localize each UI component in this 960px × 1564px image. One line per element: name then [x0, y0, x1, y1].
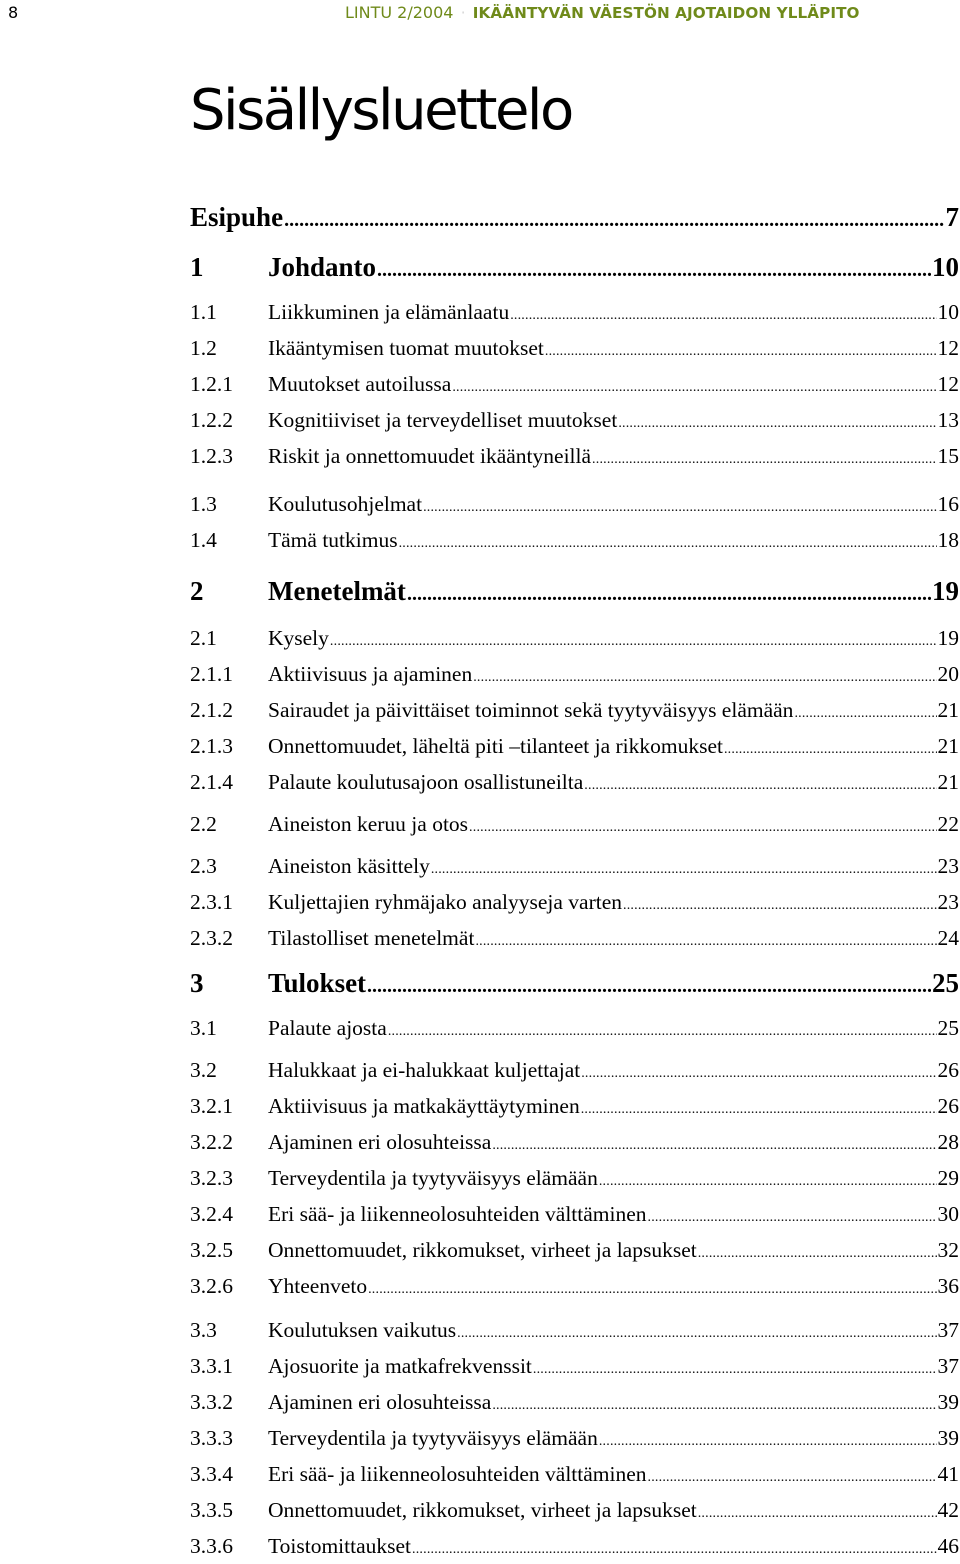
toc-entry-number: 1.2: [190, 336, 217, 360]
toc-entry-number: 3.2.5: [190, 1238, 233, 1262]
toc-entry-number: 3.2.1: [190, 1094, 233, 1118]
toc-entry-page: 26: [937, 1058, 959, 1082]
toc-entry-title: Yhteenveto: [268, 1274, 368, 1298]
dot-leader: [367, 975, 931, 998]
toc-entry[interactable]: [190, 890, 960, 920]
toc-entry-title: Koulutuksen vaikutus: [268, 1318, 457, 1342]
dot-leader: [510, 308, 936, 324]
toc-entry-number: 2.1.3: [190, 734, 233, 758]
toc-entry-number: 2.2: [190, 812, 217, 836]
dot-leader: [368, 1282, 936, 1298]
running-header: [0, 0, 960, 36]
toc-entry-number: 3.3.2: [190, 1390, 233, 1414]
dot-leader: [412, 1542, 936, 1558]
toc-entry-title: Menetelmät: [268, 576, 406, 606]
toc-entry-number: 1.2.1: [190, 372, 233, 396]
toc-entry[interactable]: [190, 1274, 960, 1304]
toc-entry-title: Ajaminen eri olosuhteissa: [268, 1390, 492, 1414]
toc-entry-title: Kysely: [268, 626, 329, 650]
toc-entry[interactable]: [190, 854, 960, 884]
toc-entry-number: 3.3.1: [190, 1354, 233, 1378]
toc-entry-page: 28: [937, 1130, 959, 1154]
toc-entry-title: Ajosuorite ja matkafrekvenssit: [268, 1354, 532, 1378]
toc-entry[interactable]: [190, 698, 960, 728]
toc-entry[interactable]: [190, 1498, 960, 1528]
dot-leader: [698, 1246, 937, 1262]
dot-leader: [618, 416, 936, 432]
dot-leader: [492, 1138, 936, 1154]
toc-entry[interactable]: [190, 1426, 960, 1456]
toc-entry-number: 2.3.2: [190, 926, 233, 950]
toc-entry-page: 25: [932, 968, 959, 998]
dot-leader: [469, 820, 936, 836]
toc-entry-page: 24: [937, 926, 959, 950]
dot-leader: [452, 380, 936, 396]
dot-leader: [581, 1066, 936, 1082]
toc-entry[interactable]: [190, 252, 960, 292]
toc-entry-page: 23: [937, 854, 959, 878]
dot-leader: [545, 344, 937, 360]
toc-entry-number: 2.3: [190, 854, 217, 878]
toc-entry-title: Onnettomuudet, läheltä piti –tilanteet ja rikkomukset: [268, 734, 723, 758]
toc-entry-page: 36: [937, 1274, 959, 1298]
dot-leader: [623, 898, 936, 914]
toc-entry-number: 3.3.4: [190, 1462, 233, 1486]
toc-entry-number: 2.1.4: [190, 770, 233, 794]
toc-entry-page: 21: [937, 734, 959, 758]
toc-entry-page: 25: [937, 1016, 959, 1040]
toc-entry-number: 2.1.1: [190, 662, 233, 686]
dot-leader: [388, 1024, 937, 1040]
toc-entry-title: Terveydentila ja tyytyväisyys elämään: [268, 1166, 598, 1190]
dot-leader: [698, 1506, 937, 1522]
dot-leader: [407, 583, 931, 606]
toc-entry-title: Eri sää- ja liikenneolosuhteiden välttäminen: [268, 1462, 647, 1486]
toc-entry-title: Halukkaat ja ei-halukkaat kuljettajat: [268, 1058, 581, 1082]
toc-entry-page: 19: [937, 626, 959, 650]
dot-leader: [648, 1470, 937, 1486]
running-title: [345, 3, 860, 22]
toc-entry-number: 3.2.6: [190, 1274, 233, 1298]
toc-entry-title: Johdanto: [268, 252, 377, 282]
dot-leader: [377, 259, 931, 282]
toc-entry[interactable]: [190, 202, 960, 242]
dot-leader: [599, 1174, 937, 1190]
toc-entry[interactable]: [190, 734, 960, 764]
toc-entry-title: Ikääntymisen tuomat muutokset: [268, 336, 544, 360]
toc-entry-title: Tilastolliset menetelmät: [268, 926, 475, 950]
toc-entry-title: Kognitiiviset ja terveydelliset muutokset: [268, 408, 618, 432]
toc-entry[interactable]: [190, 1534, 960, 1564]
dot-leader: [648, 1210, 937, 1226]
toc-entry-title: Aineiston keruu ja otos: [268, 812, 469, 836]
toc-entry-page: 10: [932, 252, 959, 282]
toc-entry-page: 21: [937, 770, 959, 794]
toc-entry-number: 3.3.6: [190, 1534, 233, 1558]
toc-entry-page: 30: [937, 1202, 959, 1226]
dot-leader: [473, 670, 936, 686]
toc-entry-page: 18: [937, 528, 959, 552]
page-number: 8: [8, 3, 19, 22]
publication-label: LINTU 2/2004: [345, 3, 454, 22]
toc-entry-number: 3.2: [190, 1058, 217, 1082]
toc-entry-title: Koulutusohjelmat: [268, 492, 423, 516]
toc-entry-page: 21: [937, 698, 959, 722]
toc-entry-number: 2.3.1: [190, 890, 233, 914]
toc-entry-title: Aktiivisuus ja matkakäyttäytyminen: [268, 1094, 580, 1118]
header-separator: ·: [460, 3, 466, 22]
toc-entry-page: 26: [937, 1094, 959, 1118]
toc-entry-page: 39: [937, 1426, 959, 1450]
toc-entry-number: 1.2.3: [190, 444, 233, 468]
dot-leader: [475, 934, 936, 950]
toc-entry-title: Aktiivisuus ja ajaminen: [268, 662, 473, 686]
dot-leader: [284, 209, 944, 232]
toc-entry-number: 1.2.2: [190, 408, 233, 432]
dot-leader: [724, 742, 937, 758]
toc-entry-page: 42: [937, 1498, 959, 1522]
toc-entry-title: Tämä tutkimus: [268, 528, 398, 552]
toc-entry[interactable]: [190, 528, 960, 558]
toc-entry[interactable]: [190, 1130, 960, 1160]
toc-entry[interactable]: [190, 812, 960, 842]
toc-entry-page: 23: [937, 890, 959, 914]
toc-entry-page: 32: [937, 1238, 959, 1262]
toc-entry-title: Onnettomuudet, rikkomukset, virheet ja lapsukset: [268, 1238, 697, 1262]
toc-entry[interactable]: [190, 1462, 960, 1492]
document-title: IKÄÄNTYVÄN VÄESTÖN AJOTAIDON YLLÄPITO: [472, 4, 860, 22]
toc-entry-number: 1.3: [190, 492, 217, 516]
toc-entry-title: Eri sää- ja liikenneolosuhteiden välttäminen: [268, 1202, 647, 1226]
dot-leader: [330, 634, 937, 650]
toc-entry[interactable]: [190, 1016, 960, 1046]
toc-entry[interactable]: [190, 1166, 960, 1196]
toc-entry-title: Kuljettajien ryhmäjako analyyseja varten: [268, 890, 623, 914]
toc-entry-page: 46: [937, 1534, 959, 1558]
toc-entry-page: 39: [937, 1390, 959, 1414]
toc-entry-title: Muutokset autoilussa: [268, 372, 452, 396]
dot-leader: [423, 500, 936, 516]
toc-entry[interactable]: [190, 1058, 960, 1088]
toc-entry-page: 12: [937, 336, 959, 360]
toc-entry[interactable]: [190, 1238, 960, 1268]
toc-entry-page: 15: [937, 444, 959, 468]
toc-entry-number: 1.1: [190, 300, 217, 324]
toc-entry[interactable]: [190, 408, 960, 438]
toc-entry[interactable]: [190, 662, 960, 692]
dot-leader: [592, 452, 936, 468]
toc-entry-number: 1.4: [190, 528, 217, 552]
toc-entry-title: Toistomittaukset: [268, 1534, 412, 1558]
toc-entry-number: 1: [190, 252, 204, 282]
toc-entry-number: 3.1: [190, 1016, 217, 1040]
toc-entry-title: Riskit ja onnettomuudet ikääntyneillä: [268, 444, 592, 468]
toc-entry-page: 13: [937, 408, 959, 432]
dot-leader: [399, 536, 937, 552]
toc-entry-page: 22: [937, 812, 959, 836]
toc-entry-page: 12: [937, 372, 959, 396]
toc-entry-page: 10: [937, 300, 959, 324]
dot-leader: [457, 1326, 936, 1342]
toc-entry-number: 3.2.3: [190, 1166, 233, 1190]
toc-entry[interactable]: [190, 372, 960, 402]
toc-entry[interactable]: [190, 1094, 960, 1124]
dot-leader: [431, 862, 937, 878]
toc-entry[interactable]: [190, 626, 960, 656]
toc-entry-number: 3.3: [190, 1318, 217, 1342]
dot-leader: [794, 706, 936, 722]
toc-entry-title: Tulokset: [268, 968, 367, 998]
dot-leader: [584, 778, 936, 794]
dot-leader: [492, 1398, 936, 1414]
toc-entry-title: Terveydentila ja tyytyväisyys elämään: [268, 1426, 598, 1450]
toc-entry-page: 16: [937, 492, 959, 516]
toc-entry-page: 20: [937, 662, 959, 686]
toc-entry[interactable]: [190, 492, 960, 522]
toc-entry[interactable]: [190, 336, 960, 366]
toc-entry[interactable]: [190, 444, 960, 474]
toc-entry[interactable]: [190, 968, 960, 1008]
dot-leader: [533, 1362, 937, 1378]
toc-entry[interactable]: [190, 1390, 960, 1420]
toc-entry-title: Esipuhe: [190, 202, 284, 232]
toc-entry-page: 37: [937, 1318, 959, 1342]
toc-entry-title: Palaute ajosta: [268, 1016, 387, 1040]
toc-entry-page: 41: [937, 1462, 959, 1486]
toc-entry-number: 2: [190, 576, 204, 606]
toc-entry-title: Onnettomuudet, rikkomukset, virheet ja lapsukset: [268, 1498, 697, 1522]
toc-entry[interactable]: [190, 1202, 960, 1232]
toc-entry-page: 7: [945, 202, 959, 232]
toc-entry-title: Aineiston käsittely: [268, 854, 430, 878]
toc-entry-page: 37: [937, 1354, 959, 1378]
toc-entry-number: 3.2.4: [190, 1202, 233, 1226]
toc-entry-number: 2.1: [190, 626, 217, 650]
toc-entry-title: Ajaminen eri olosuhteissa: [268, 1130, 492, 1154]
toc-entry[interactable]: [190, 576, 960, 616]
page-title: Sisällysluettelo: [190, 78, 572, 143]
toc-entry-number: 3.2.2: [190, 1130, 233, 1154]
toc-entry-page: 29: [937, 1166, 959, 1190]
toc-entry-number: 2.1.2: [190, 698, 233, 722]
toc-entry[interactable]: [190, 770, 960, 800]
dot-leader: [599, 1434, 937, 1450]
dot-leader: [581, 1102, 937, 1118]
toc-entry-number: 3.3.5: [190, 1498, 233, 1522]
toc-entry[interactable]: [190, 926, 960, 956]
toc-entry-number: 3.3.3: [190, 1426, 233, 1450]
toc-entry-page: 19: [932, 576, 959, 606]
toc-entry[interactable]: [190, 1318, 960, 1348]
toc-entry-title: Liikkuminen ja elämänlaatu: [268, 300, 510, 324]
toc-entry-number: 3: [190, 968, 204, 998]
toc-entry-title: Palaute koulutusajoon osallistuneilta: [268, 770, 584, 794]
toc-entry[interactable]: [190, 300, 960, 330]
toc-entry-title: Sairaudet ja päivittäiset toiminnot sekä tyytyväisyys elämään: [268, 698, 794, 722]
toc-entry[interactable]: [190, 1354, 960, 1384]
